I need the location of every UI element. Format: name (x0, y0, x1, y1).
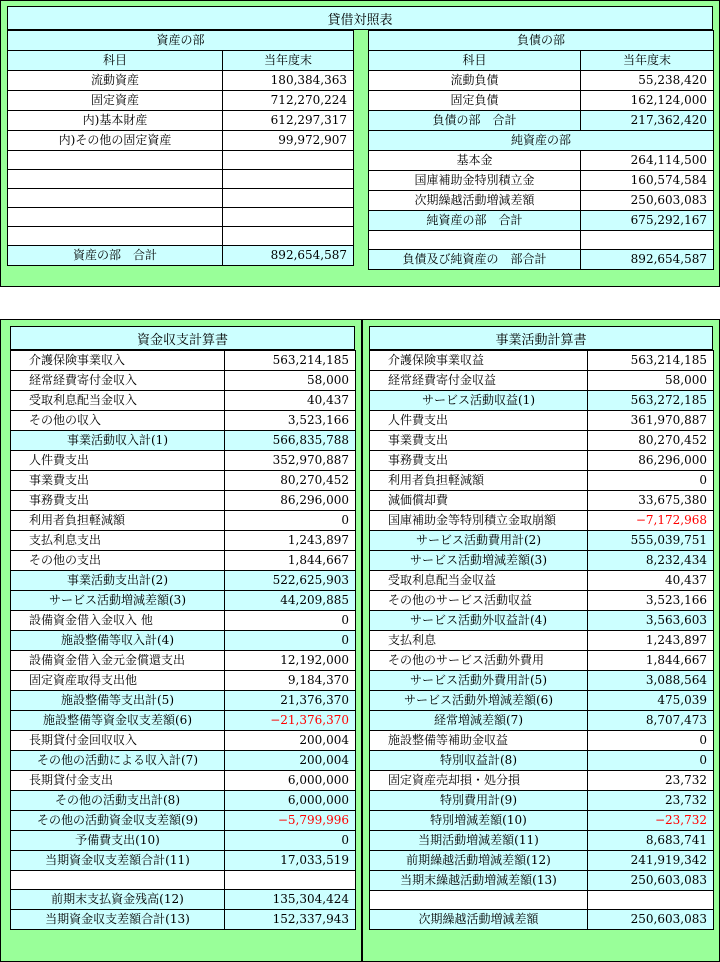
income-row-label: 人件費支出 (370, 411, 588, 431)
income-row-value: 23,732 (588, 771, 714, 791)
assets-total (8, 246, 354, 266)
cash-flow-row-label: 事務費支出 (11, 491, 225, 511)
income-row (370, 831, 714, 851)
assets-row-value (223, 208, 354, 227)
cash-flow-row-label: 固定資産取得支出他 (11, 671, 225, 691)
income-row-label: 支払利息 (370, 631, 588, 651)
cash-flow-row (11, 511, 356, 531)
income-row-label: サービス活動外費用計(5) (370, 671, 588, 691)
cash-flow-row-value: 200,004 (225, 751, 356, 771)
assets-row-value (223, 227, 354, 246)
assets-row-label (8, 189, 223, 208)
income-row-label: 経常増減差額(7) (370, 711, 588, 731)
cash-flow-row (11, 371, 356, 391)
net-assets-row (369, 151, 714, 171)
assets-row-value: 180,384,363 (223, 71, 354, 91)
income-row-label: 固定資産売却損・処分損 (370, 771, 588, 791)
cash-flow-row-value: 17,033,519 (225, 851, 356, 871)
cash-flow-row (11, 910, 356, 930)
assets-row-value (223, 151, 354, 170)
income-row (370, 651, 714, 671)
cash-flow-row-value: 86,296,000 (225, 491, 356, 511)
grand-total (369, 250, 714, 270)
income-row-label: その他のサービス活動収益 (370, 591, 588, 611)
liabilities-col-value: 当年度末 (581, 51, 714, 71)
income-row-value: 361,970,887 (588, 411, 714, 431)
net-assets-row-value: 264,114,500 (581, 151, 714, 171)
cash-flow-row-label: 利用者負担軽減額 (11, 511, 225, 531)
cash-flow-row-value: 12,192,000 (225, 651, 356, 671)
income-row-value (588, 891, 714, 910)
income-row (370, 851, 714, 871)
cash-flow-row-label: 前期末支払資金残高(12) (11, 890, 225, 910)
assets-row-label: 内)その他の固定資産 (8, 131, 223, 151)
cash-flow-table (10, 350, 356, 930)
liabilities-col-item: 科目 (369, 51, 581, 71)
income-row-label: サービス活動収益(1) (370, 391, 588, 411)
income-row-value: 0 (588, 751, 714, 771)
income-row-label: 介護保険事業収益 (370, 351, 588, 371)
assets-row-value (223, 170, 354, 189)
assets-row-value (223, 189, 354, 208)
income-row-label: サービス活動外増減差額(6) (370, 691, 588, 711)
cash-flow-row (11, 691, 356, 711)
cash-flow-row-label: その他の支出 (11, 551, 225, 571)
cash-flow-row (11, 871, 356, 890)
income-row-label (370, 891, 588, 910)
assets-row-value: 99,972,907 (223, 131, 354, 151)
income-row-label: 当期活動増減差額(11) (370, 831, 588, 851)
income-row-value: 0 (588, 731, 714, 751)
cash-flow-row (11, 391, 356, 411)
liabilities-row-label: 流動負債 (369, 71, 581, 91)
cash-flow-title: 資金収支計算書 (10, 326, 355, 350)
cash-flow-row-label: 施設整備等支出計(5) (11, 691, 225, 711)
cash-flow-row-value: 522,625,903 (225, 571, 356, 591)
income-row-label: サービス活動外収益計(4) (370, 611, 588, 631)
cash-flow-row-value: 0 (225, 611, 356, 631)
cash-flow-row-value: 0 (225, 511, 356, 531)
liabilities-row-value: 162,124,000 (581, 91, 714, 111)
assets-row (8, 131, 354, 151)
income-row (370, 671, 714, 691)
cash-flow-row (11, 631, 356, 651)
cash-flow-row-label: 人件費支出 (11, 451, 225, 471)
net-assets-row (369, 191, 714, 211)
cash-flow-row-label: 介護保険事業収入 (11, 351, 225, 371)
cash-flow-row-value: 1,844,667 (225, 551, 356, 571)
income-row-value: 23,732 (588, 791, 714, 811)
assets-row (8, 189, 354, 208)
cash-flow-row-label: サービス活動増減差額(3) (11, 591, 225, 611)
cash-flow-row (11, 731, 356, 751)
cash-flow-row-value: 6,000,000 (225, 791, 356, 811)
net-assets-row-value: 250,603,083 (581, 191, 714, 211)
income-row (370, 591, 714, 611)
income-row-value: −23,732 (588, 811, 714, 831)
blank-row-label (369, 231, 581, 250)
net-assets-header-row (369, 131, 714, 151)
income-row-value: 3,088,564 (588, 671, 714, 691)
cash-flow-row-label: 長期貸付金支出 (11, 771, 225, 791)
net-assets-header: 純資産の部 (369, 131, 714, 151)
assets-col-value: 当年度末 (223, 51, 354, 71)
cash-flow-row (11, 771, 356, 791)
liabilities-subtotal-value: 217,362,420 (581, 111, 714, 131)
assets-row-value: 712,270,224 (223, 91, 354, 111)
assets-table (7, 30, 354, 266)
income-row-value: 58,000 (588, 371, 714, 391)
cash-flow-row (11, 791, 356, 811)
income-row-value: 555,039,751 (588, 531, 714, 551)
cash-flow-row (11, 571, 356, 591)
cash-flow-row-label: 事業費支出 (11, 471, 225, 491)
income-row-value: 1,844,667 (588, 651, 714, 671)
cash-flow-row-value: −21,376,370 (225, 711, 356, 731)
cash-flow-row (11, 351, 356, 371)
cash-flow-row-value: 0 (225, 631, 356, 651)
income-row (370, 771, 714, 791)
cash-flow-row-label: 事業活動支出計(2) (11, 571, 225, 591)
income-row-label: 施設整備等補助金収益 (370, 731, 588, 751)
balance-sheet-title: 貸借対照表 (7, 6, 713, 30)
net-assets-row (369, 171, 714, 191)
assets-row (8, 227, 354, 246)
cash-flow-row-label: 設備資金借入金収入 他 (11, 611, 225, 631)
cash-flow-row-value: 200,004 (225, 731, 356, 751)
cash-flow-row-value: 58,000 (225, 371, 356, 391)
cash-flow-row-label: 事業活動収入計(1) (11, 431, 225, 451)
income-row (370, 871, 714, 891)
assets-row (8, 71, 354, 91)
cash-flow-row-value: 3,523,166 (225, 411, 356, 431)
income-row-label: 前期繰越活動増減差額(12) (370, 851, 588, 871)
cash-flow-row (11, 611, 356, 631)
cash-flow-row-label: その他の収入 (11, 411, 225, 431)
cash-flow-row-value: 563,214,185 (225, 351, 356, 371)
income-row-value: 250,603,083 (588, 910, 714, 930)
cash-flow-row-value: 1,243,897 (225, 531, 356, 551)
income-row-value: 33,675,380 (588, 491, 714, 511)
net-assets-row-label: 次期繰越活動増減差額 (369, 191, 581, 211)
cash-flow-row (11, 531, 356, 551)
cash-flow-row-value: −5,799,996 (225, 811, 356, 831)
income-row-value: 475,039 (588, 691, 714, 711)
assets-row-label: 流動資産 (8, 71, 223, 91)
income-row-label: サービス活動増減差額(3) (370, 551, 588, 571)
income-row-value: −7,172,968 (588, 511, 714, 531)
income-row-value: 563,272,185 (588, 391, 714, 411)
cash-flow-row-label: その他の活動による収入計(7) (11, 751, 225, 771)
cash-flow-row (11, 831, 356, 851)
income-row-label: 次期繰越活動増減差額 (370, 910, 588, 930)
income-row-value: 3,523,166 (588, 591, 714, 611)
cash-flow-row-label: 長期貸付金回収収入 (11, 731, 225, 751)
cash-flow-row-value: 6,000,000 (225, 771, 356, 791)
income-row-label: 利用者負担軽減額 (370, 471, 588, 491)
net-assets-total (369, 211, 714, 231)
income-row (370, 351, 714, 371)
cash-flow-row (11, 811, 356, 831)
cash-flow-row-value: 566,835,788 (225, 431, 356, 451)
income-row-label: 国庫補助金等特別積立金取崩額 (370, 511, 588, 531)
income-row (370, 451, 714, 471)
cash-flow-row (11, 671, 356, 691)
cash-flow-row (11, 411, 356, 431)
cash-flow-row-label: 予備費支出(10) (11, 831, 225, 851)
income-row (370, 491, 714, 511)
cash-flow-row-label: 受取利息配当金収入 (11, 391, 225, 411)
income-row-label: 当期末繰越活動増減差額(13) (370, 871, 588, 891)
income-row-value: 3,563,603 (588, 611, 714, 631)
assets-row (8, 170, 354, 189)
assets-row (8, 208, 354, 227)
income-row-label: その他のサービス活動外費用 (370, 651, 588, 671)
income-row-label: 減価償却費 (370, 491, 588, 511)
liabilities-row (369, 71, 714, 91)
income-statement-title: 事業活動計算書 (369, 326, 713, 350)
net-assets-total-value: 675,292,167 (581, 211, 714, 231)
income-row (370, 571, 714, 591)
income-row (370, 411, 714, 431)
cash-flow-row-value: 135,304,424 (225, 890, 356, 910)
cash-flow-row (11, 751, 356, 771)
grand-total-value: 892,654,587 (581, 250, 714, 270)
blank-row-value (581, 231, 714, 250)
income-row (370, 891, 714, 910)
cash-flow-row-label: 施設整備等収入計(4) (11, 631, 225, 651)
income-row-value: 250,603,083 (588, 871, 714, 891)
cash-flow-row-value: 9,184,370 (225, 671, 356, 691)
income-row-value: 8,683,741 (588, 831, 714, 851)
cash-flow-row-label: 設備資金借入金元金償還支出 (11, 651, 225, 671)
cash-flow-row-value: 0 (225, 831, 356, 851)
assets-row-label: 内)基本財産 (8, 111, 223, 131)
assets-header: 資産の部 (8, 31, 354, 51)
cash-flow-row-value: 352,970,887 (225, 451, 356, 471)
liabilities-row (369, 91, 714, 111)
cash-flow-row (11, 431, 356, 451)
blank-row (369, 231, 714, 250)
income-row (370, 751, 714, 771)
income-row (370, 731, 714, 751)
assets-col-item: 科目 (8, 51, 223, 71)
income-row-value: 80,270,452 (588, 431, 714, 451)
cash-flow-row (11, 591, 356, 611)
assets-row (8, 151, 354, 170)
income-row (370, 551, 714, 571)
income-row-label: サービス活動費用計(2) (370, 531, 588, 551)
income-row-value: 0 (588, 471, 714, 491)
grand-total-label: 負債及び純資産の 部合計 (369, 250, 581, 270)
cash-flow-row (11, 491, 356, 511)
cash-flow-row-value: 40,437 (225, 391, 356, 411)
liabilities-row-value: 55,238,420 (581, 71, 714, 91)
income-row-value: 8,232,434 (588, 551, 714, 571)
assets-row-label (8, 208, 223, 227)
liabilities-header: 負債の部 (369, 31, 714, 51)
cash-flow-row-value: 80,270,452 (225, 471, 356, 491)
liabilities-subtotal (369, 111, 714, 131)
cash-flow-row-label: その他の活動資金収支差額(9) (11, 811, 225, 831)
income-row-value: 1,243,897 (588, 631, 714, 651)
assets-row (8, 91, 354, 111)
cash-flow-row-label (11, 871, 225, 890)
cash-flow-row-value: 44,209,885 (225, 591, 356, 611)
net-assets-row-label: 基本金 (369, 151, 581, 171)
income-row (370, 471, 714, 491)
cash-flow-row (11, 890, 356, 910)
cash-flow-row (11, 651, 356, 671)
liabilities-row-label: 固定負債 (369, 91, 581, 111)
cash-flow-row-label: 支払利息支出 (11, 531, 225, 551)
income-row-label: 特別増減差額(10) (370, 811, 588, 831)
income-row (370, 631, 714, 651)
income-row-label: 経常経費寄付金収益 (370, 371, 588, 391)
assets-row-label (8, 170, 223, 189)
income-row (370, 371, 714, 391)
cash-flow-row-label: 当期資金収支差額合計(13) (11, 910, 225, 930)
income-row (370, 511, 714, 531)
income-row-label: 受取利息配当金収益 (370, 571, 588, 591)
cash-flow-row-label: 経常経費寄付金収入 (11, 371, 225, 391)
income-row-value: 86,296,000 (588, 451, 714, 471)
cash-flow-row (11, 551, 356, 571)
cash-flow-row-value: 21,376,370 (225, 691, 356, 711)
liabilities-subtotal-label: 負債の部 合計 (369, 111, 581, 131)
cash-flow-row-label: 施設整備等資金収支差額(6) (11, 711, 225, 731)
income-row (370, 691, 714, 711)
income-row-label: 特別収益計(8) (370, 751, 588, 771)
cash-flow-row-label: 当期資金収支差額合計(11) (11, 851, 225, 871)
net-assets-row-label: 国庫補助金特別積立金 (369, 171, 581, 191)
income-row (370, 910, 714, 930)
net-assets-row-value: 160,574,584 (581, 171, 714, 191)
cash-flow-row (11, 851, 356, 871)
income-row-label: 特別費用計(9) (370, 791, 588, 811)
assets-total-value: 892,654,587 (223, 246, 354, 266)
cash-flow-row (11, 471, 356, 491)
cash-flow-row (11, 711, 356, 731)
cash-flow-row-label: その他の活動支出計(8) (11, 791, 225, 811)
income-row-label: 事業費支出 (370, 431, 588, 451)
income-row-value: 241,919,342 (588, 851, 714, 871)
income-row-value: 40,437 (588, 571, 714, 591)
income-row (370, 391, 714, 411)
assets-row-value: 612,297,317 (223, 111, 354, 131)
income-row-value: 8,707,473 (588, 711, 714, 731)
cash-flow-row (11, 451, 356, 471)
income-row (370, 811, 714, 831)
assets-row-label (8, 227, 223, 246)
assets-row (8, 111, 354, 131)
cash-flow-row-value (225, 871, 356, 890)
income-row-label: 事務費支出 (370, 451, 588, 471)
income-row (370, 531, 714, 551)
net-assets-total-label: 純資産の部 合計 (369, 211, 581, 231)
income-statement-table (369, 350, 714, 930)
assets-row-label (8, 151, 223, 170)
income-row (370, 611, 714, 631)
income-row (370, 431, 714, 451)
assets-total-label: 資産の部 合計 (8, 246, 223, 266)
liabilities-table (368, 30, 714, 270)
income-row-value: 563,214,185 (588, 351, 714, 371)
income-row (370, 711, 714, 731)
assets-row-label: 固定資産 (8, 91, 223, 111)
income-row (370, 791, 714, 811)
cash-flow-row-value: 152,337,943 (225, 910, 356, 930)
